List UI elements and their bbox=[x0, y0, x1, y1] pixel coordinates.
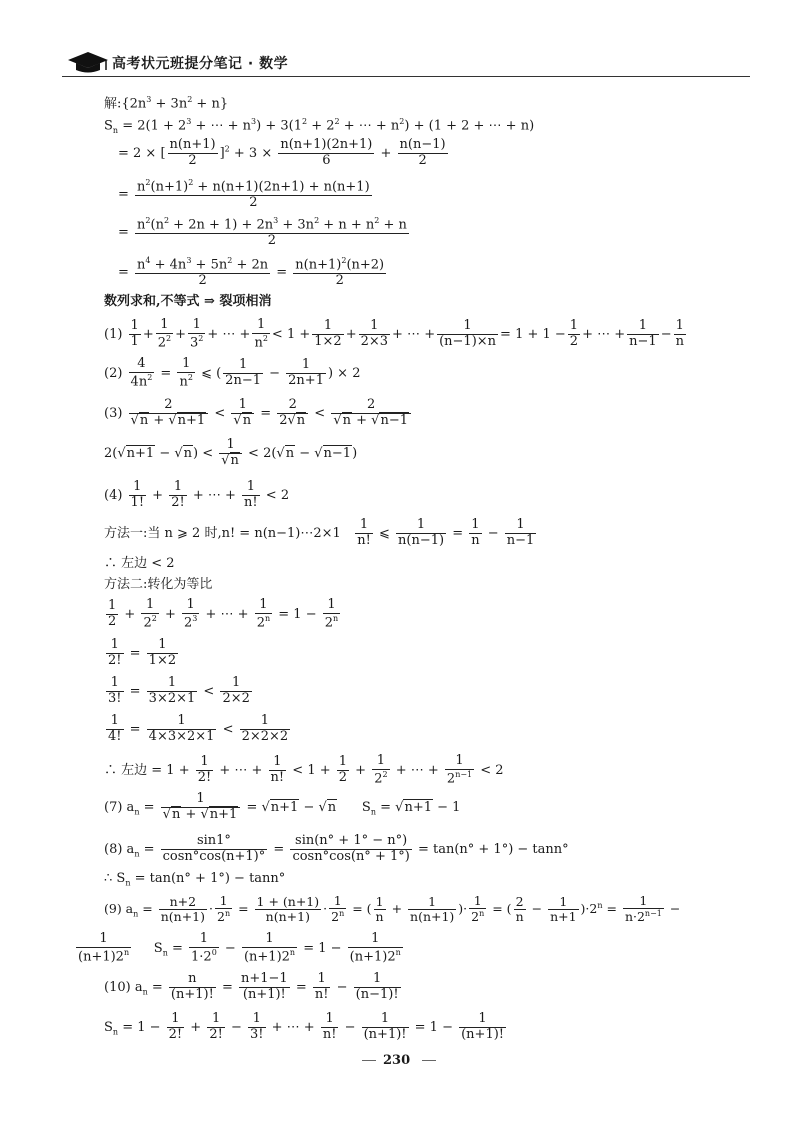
sum-step-1: = 2 × [ $\frac{n(n+1)}{2}$ ]$^2$ + 3 × $\frac{n(n+1)(2n+1)}{6}$ + $\frac{n(n-1)}{2}$ bbox=[118, 137, 446, 168]
sum-step-3: = $\frac{n^2(n^2 + 2n + 1) + 2n^3 + 3n^2 + n + n^2 + n}{2}$ bbox=[118, 216, 407, 249]
conclusion-1: ∴ 左边 < 2 bbox=[104, 556, 175, 571]
method-2-heading: 方法二:转化为等比 bbox=[104, 577, 213, 592]
section-heading-telescoping: 数列求和,不等式 ⇒ 裂项相消 bbox=[104, 294, 272, 309]
item-7: (7) $a_n$ = $\frac{1}{√n + √n+1}$ = √n+1 − √n $S_n = √n+1 - 1$ bbox=[104, 791, 461, 822]
sum-step-2: = $\frac{n^2(n+1)^2 + n(n+1)(2n+1) + n(n+1)}{2}$ bbox=[118, 178, 370, 211]
footer-dash-right bbox=[422, 1060, 436, 1061]
item-3: (3) $\frac{2}{√n + √n+1}$ < $\frac{1}{√n}$ = $\frac{2}{2√n}$ < $\frac{2}{√n + √n-1}$ bbox=[104, 398, 413, 429]
bound-4-factorial: $\frac{1}{4!}$ = $\frac{1}{4\times 3\times 2\times 1}$ < $\frac{1}{2\times 2\times 2}$ bbox=[108, 713, 289, 744]
conclusion-2: ∴ 左边 = 1 + $\frac{1}{2!}$ + ⋯ + $\frac{1}{n!}$ < 1 + $\frac{1}{2}$ + $\frac{1}{2^2}$ + ⋯ + $\frac{1}{2^{n-1}}$ < 2 bbox=[104, 753, 504, 787]
method-1: 方法一:当 n ⩾ 2 时,n! = n(n−1)⋯2×1 $\frac{1}{n!}$ ⩽ $\frac{1}{n(n-1)}$ = $\frac{1}{n}$ − $\frac{1}{n-1}$ bbox=[104, 517, 535, 548]
item-1: (1) $\frac{1}{1}$ + $\frac{1}{2^2}$ + $\frac{1}{3^2}$ + ⋯ + $\frac{1}{n^2}$ < 1 + $\frac{1}{1\times 2}$ + $\frac{1}{2\times 3}$ + ⋯ + $\frac{1}{(n-1)\times n}$ = 1 + 1 − $\frac{1}{2}$ + ⋯ + $\frac{1}{n-1}$ − $\frac{1}{n}$ bbox=[104, 317, 684, 351]
item-10-result: $S_n = 1$ − $\frac{1}{2!}$ + $\frac{1}{2!}$ − $\frac{1}{3!}$ + ⋯ + $\frac{1}{n!}$ − $\frac{1}{(n+1)!}$ = 1 − $\frac{1}{(n+1)!}$ bbox=[104, 1011, 505, 1042]
item-9-result: $\frac{1}{(n+1)2^n}$ $S_n$ = $\frac{1}{1\cdot 2^0}$ − $\frac{1}{(n+1)2^n}$ = 1 − $\frac{1}{(n+1)2^n}$ bbox=[78, 931, 401, 965]
item-10: (10) $a_n$ = $\frac{n}{(n+1)!}$ = $\frac{n+1-1}{(n+1)!}$ = $\frac{1}{n!}$ − $\frac{1}{(n-1)!}$ bbox=[104, 971, 399, 1002]
geometric-sum: $\frac{1}{2}$ + $\frac{1}{2^2}$ + $\frac{1}{2^3}$ + ⋯ + $\frac{1}{2^n}$ = 1 − $\frac{1}{2^n}$ bbox=[108, 597, 339, 631]
item-8-result: ∴ $S_n = \tan(n^\circ + 1^\circ) - \tan n^\circ$ bbox=[104, 871, 286, 888]
graduation-cap-icon bbox=[66, 48, 110, 76]
header-rule bbox=[62, 76, 750, 77]
page-number: 230 bbox=[383, 1053, 411, 1068]
solution-label: 解$:\{2n^3 + 3n^2 + n\}$ bbox=[104, 95, 229, 112]
item-3-result: 2(√n+1 − √n) < $\frac{1}{√n}$ < 2(√n − √n−1) bbox=[104, 437, 358, 468]
sum-expansion: $S_n = 2(1 + 2^3$ + ⋯ + $n^3) + 3(1^2 + 2^2$ + ⋯ + $n^2) + (1 + 2$ + ⋯ + n) bbox=[104, 117, 535, 135]
item-4: (4) $\frac{1}{1!}$ + $\frac{1}{2!}$ + ⋯ + $\frac{1}{n!}$ < 2 bbox=[104, 479, 290, 510]
item-9: (9) $a_n$ = $\frac{n+2}{n(n+1)}$ · $\frac{1}{2^n}$ = $\frac{1 + (n+1)}{n(n+1)}$ · $\frac{1}{2^n}$ = ( $\frac{1}{n}$ + $\frac{1}{n(n+1)}$ )· $\frac{1}{2^n}$ = ( $\frac{2}{n}$ − $\frac{1}{n+1}$ )$\cdot 2^n$ = $\frac{1}{n\cdot 2^{n-1}}$ − bbox=[104, 893, 681, 925]
bound-3-factorial: $\frac{1}{3!}$ = $\frac{1}{3\times 2\times 1}$ < $\frac{1}{2\times 2}$ bbox=[108, 675, 250, 706]
page-header bbox=[62, 42, 750, 82]
sum-step-4: = $\frac{n^4 + 4n^3 + 5n^2 + 2n}{2}$ = $\frac{n(n+1)^2(n+2)}{2}$ bbox=[118, 256, 385, 289]
header-title: 高考状元班提分笔记 · 数学 bbox=[112, 56, 289, 72]
bound-2-factorial: $\frac{1}{2!}$ = $\frac{1}{1\times 2}$ bbox=[108, 637, 177, 668]
item-2: (2) $\frac{4}{4n^2}$ = $\frac{1}{n^2}$ ⩽ ( $\frac{1}{2n-1}$ − $\frac{1}{2n+1}$ ) × 2 bbox=[104, 356, 361, 390]
item-8: (8) $a_n$ = $\frac{\sin 1^\circ}{\cos n^\circ\cos(n+1)^\circ}$ = $\frac{\sin(n^\circ + 1^\circ - n^\circ)}{\cos n^\circ\cos(n^\circ + 1^\circ)}$ = tan(n° + 1°) − tann° bbox=[104, 833, 569, 864]
footer-dash-left bbox=[362, 1060, 376, 1061]
